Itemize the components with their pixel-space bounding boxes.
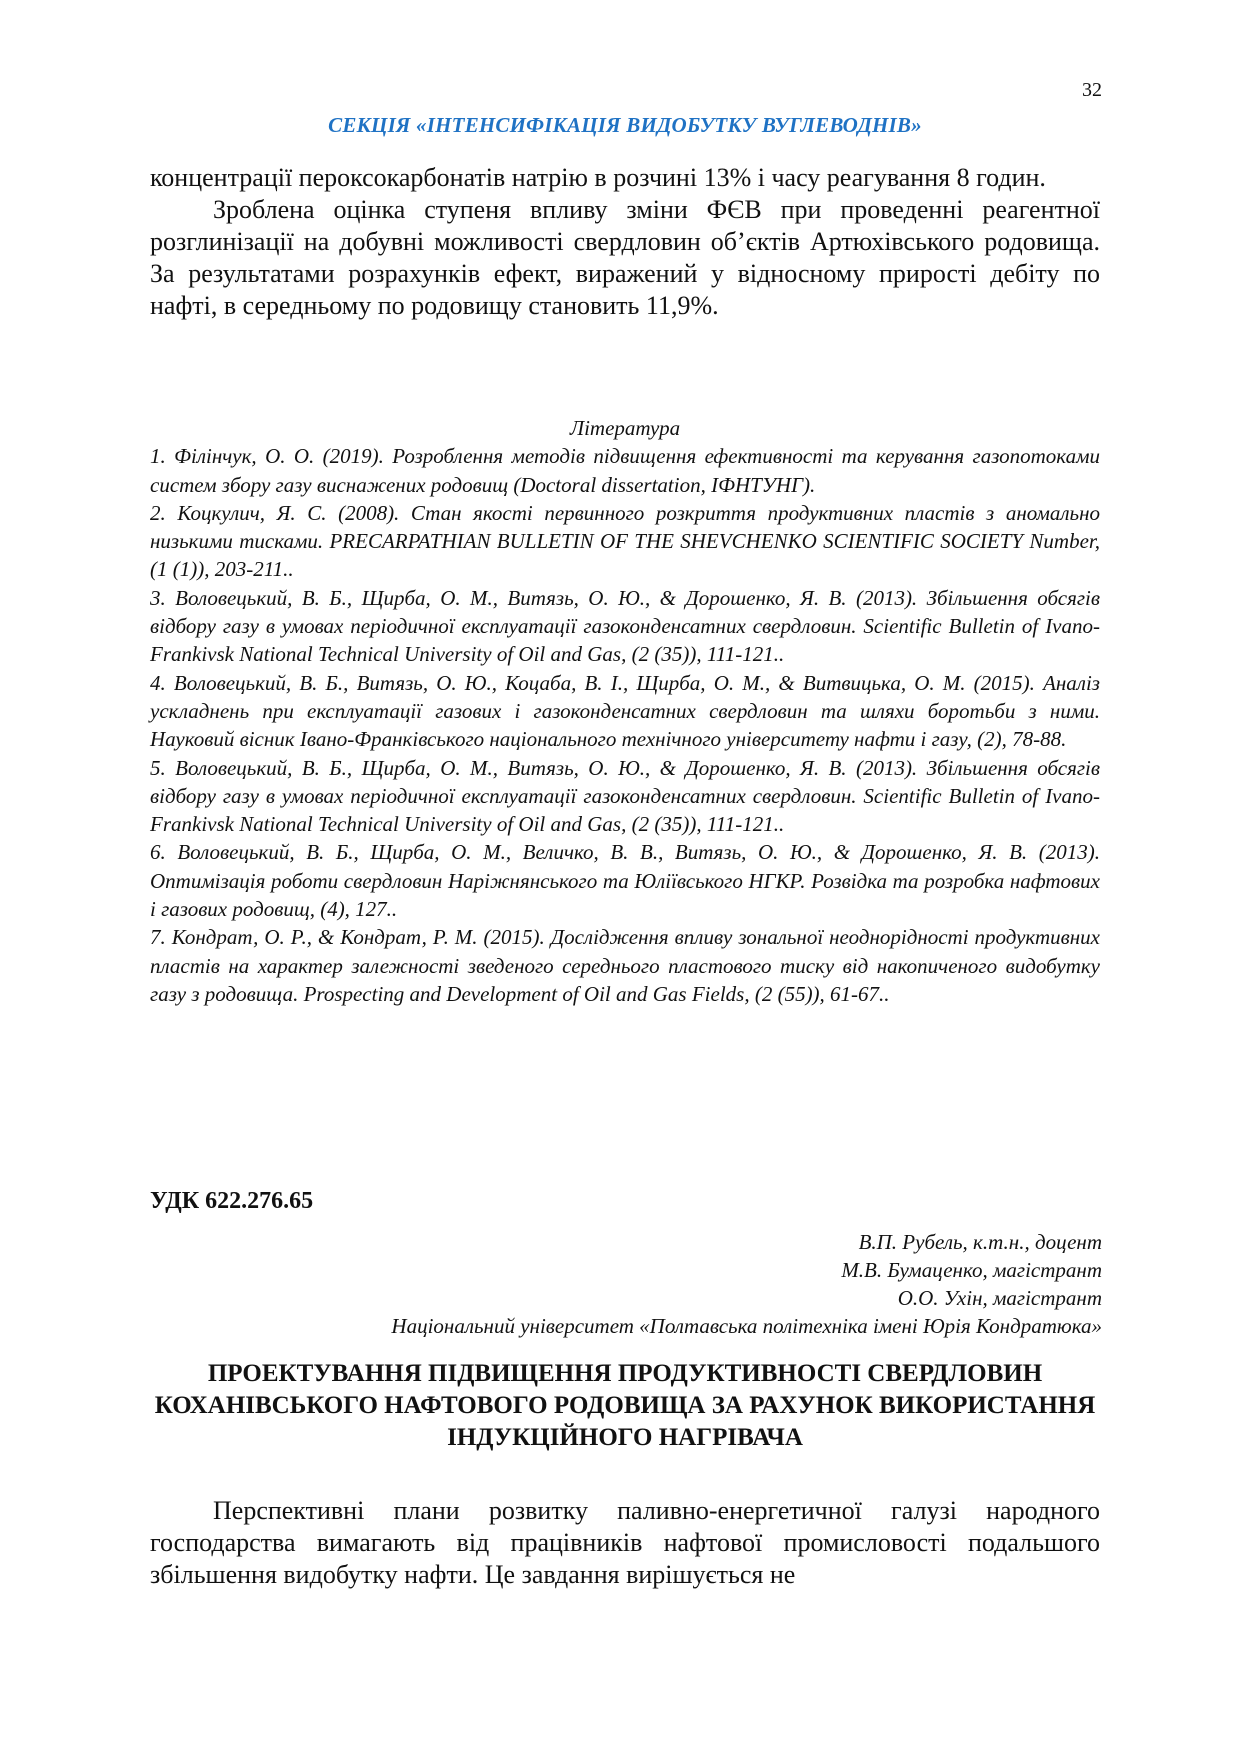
reference-item: 4. Воловецький, В. Б., Витязь, О. Ю., Коцаба, В. І., Щирба, О. М., & Витвицька, О. М. (2015). Аналіз ускладнень при експлуатації газових і газоконденсатних свердловин та шляхи боротьби з ними. Науковий вісник Івано-Франківського національного технічного університету нафти і газу, (2), 78-88. [150,670,1100,752]
reference-item: 5. Воловецький, В. Б., Щирба, О. М., Витязь, О. Ю., & Дорошенко, Я. В. (2013). Збільшення обсягів відбору газу в умовах періодичної експлуатації газоконденсатних свердловин. Scientific Bulletin of Ivano-Frankivsk National Technical University of Oil and Gas, (2 (35)), 111-121.. [150,755,1100,837]
affiliation: Національний університет «Полтавська політехніка імені Юрія Кондратюка» [391,1314,1102,1338]
reference-item: 1. Філінчук, О. О. (2019). Розроблення методів підвищення ефективності та керування газопотоками систем збору газу виснажених родовищ (Doctoral dissertation, ІФНТУНГ). [150,444,1100,497]
reference-item: 3. Воловецький, В. Б., Щирба, О. М., Витязь, О. Ю., & Дорошенко, Я. В. (2013). Збільшення обсягів відбору газу в умовах періодичної експлуатації газоконденсатних свердловин. Scientific Bulletin of Ivano-Frankivsk National Technical University of Oil and Gas, (2 (35)), 111-121.. [150,585,1100,667]
article-paragraph: Перспективні плани розвитку паливно-енергетичної галузі народного господарства вимагають від працівників нафтової промисловості подальшого збільшення видобутку нафти. Це завдання вирішується не [150,1496,1100,1589]
author-line: О.О. Ухін, магістрант [897,1286,1102,1310]
article-body [150,1495,1100,1591]
reference-item: 6. Воловецький, В. Б., Щирба, О. М., Величко, В. В., Витязь, О. Ю., & Дорошенко, Я. В. (2013). Оптимізація роботи свердловин Наріжнянського та Юліївського НГКР. Розвідка та розробка нафтових і газових родовищ, (4), 127.. [150,840,1100,922]
author-line: М.В. Бумаценко, магістрант [841,1258,1102,1282]
references-section [150,414,1100,1008]
authors-block [152,1228,1102,1340]
reference-item: 7. Кондрат, О. Р., & Кондрат, Р. М. (2015). Дослідження впливу зональної неоднорідності продуктивних пластів на характер залежності зведеного середнього пластового тиску від накопиченого видобутку газу з родовища. Prospecting and Development of Oil and Gas Fields, (2 (55)), 61-67.. [150,925,1100,1006]
paragraph-conclusion: Зроблена оцінка ступеня впливу зміни ФЄВ при проведенні реагентної розглинізації на добувні можливості свердловин об’єктів Артюхівського родовища. За результатами розрахунків ефект, виражений у відносному прирості дебіту по нафті, в середньому по родовищу становить 11,9%. [150,195,1100,320]
reference-item: 2. Коцкулич, Я. С. (2008). Стан якості первинного розкриття продуктивних пластів з аномально низькими тисками. PRECARPATHIAN BULLETIN OF THE SHEVCHENKO SCIENTIFIC SOCIETY Number, (1 (1)), 203-211.. [150,500,1100,582]
paragraph-continuation: концентрації пероксокарбонатів натрію в розчині 13% і часу реагування 8 годин. [150,163,1046,192]
intro-text [150,162,1100,322]
section-header: СЕКЦІЯ «ІНТЕНСИФІКАЦІЯ ВИДОБУТКУ ВУГЛЕВОДНІВ» [328,113,922,137]
author-line: В.П. Рубель, к.т.н., доцент [858,1230,1102,1254]
page-number: 32 [1082,79,1102,101]
udk-code: УДК 622.276.65 [150,1188,314,1214]
references-title: Література [569,416,681,440]
article-title: ПРОЕКТУВАННЯ ПІДВИЩЕННЯ ПРОДУКТИВНОСТІ СВЕРДЛОВИН КОХАНІВСЬКОГО НАФТОВОГО РОДОВИЩА ЗА РАХУНОК ВИКОРИСТАННЯ ІНДУКЦІЙНОГО НАГРІВАЧА [154,1360,1096,1451]
